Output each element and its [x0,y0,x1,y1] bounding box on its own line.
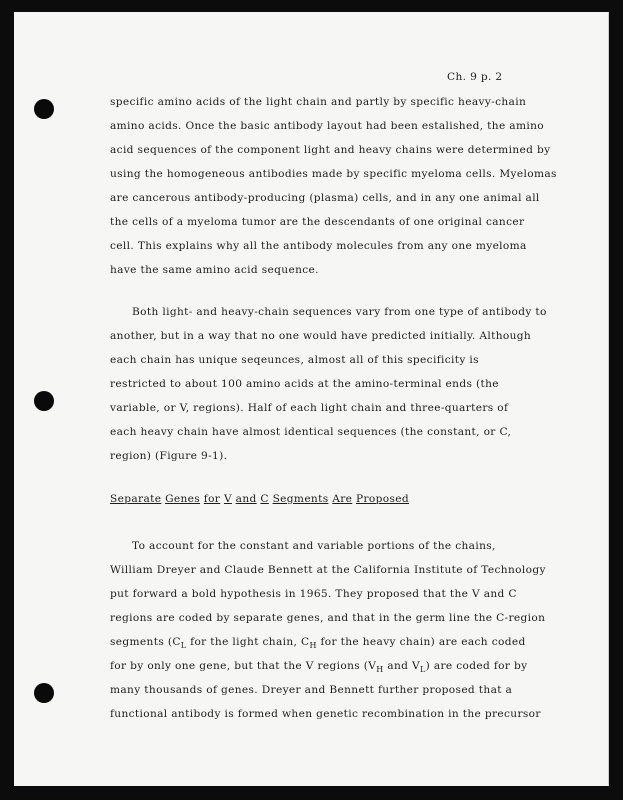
heading-word: Are [332,493,353,505]
page-header: Ch. 9 p. 2 [447,71,503,83]
text-line [110,636,526,650]
text-line: another, but in a way that no one would have predicted initially. Although [110,330,532,342]
subscript: L [419,665,426,674]
punch-hole-middle [34,391,54,411]
punch-hole-bottom [34,683,54,703]
text-line: region) (Figure 9-1). [110,450,228,462]
text-line: To account for the constant and variable portions of the chains, [132,540,496,552]
text-span: and V [383,660,420,672]
text-line: cell. This explains why all the antibody molecules from any one myeloma [110,240,527,252]
text-span: for the heavy chain) are each coded [316,636,526,648]
text-line: put forward a bold hypothesis in 1965. They proposed that the V and C [110,588,517,600]
text-line: restricted to about 100 amino acids at the amino-terminal ends (the [110,378,499,390]
text-span: ) are coded for by [425,660,528,672]
text-line: using the homogeneous antibodies made by specific myeloma cells. Myelomas [110,168,557,180]
text-line [110,660,527,674]
heading-word: Genes [165,493,201,505]
text-line: specific amino acids of the light chain and partly by specific heavy-chain [110,96,527,108]
text-line: acid sequences of the component light and heavy chains were determined by [110,144,551,156]
subscript: L [180,641,187,650]
text-line: regions are coded by separate genes, and that in the germ line the C-region [110,612,546,624]
section-heading [110,493,409,505]
heading-word: Proposed [356,493,410,505]
text-span: for by only one gene, but that the V regions (V [110,660,377,672]
text-line: Both light- and heavy-chain sequences vary from one type of antibody to [132,306,547,318]
text-line: William Dreyer and Claude Bennett at the California Institute of Technology [110,564,546,576]
heading-word: V [223,493,232,505]
text-line: have the same amino acid sequence. [110,264,319,276]
text-line: many thousands of genes. Dreyer and Bennett further proposed that a [110,684,513,696]
text-line: functional antibody is formed when genetic recombination in the precursor [110,708,541,720]
text-line: the cells of a myeloma tumor are the descendants of one original cancer [110,216,525,228]
heading-word: for [203,493,221,505]
text-line: are cancerous antibody-producing (plasma) cells, and in any one animal all [110,192,540,204]
heading-word: Separate [110,493,162,505]
heading-word: Segments [272,493,329,505]
text-span: segments (C [110,636,181,648]
subscript: H [376,665,384,674]
heading-word: C [260,493,269,505]
text-line: each heavy chain have almost identical sequences (the constant, or C, [110,426,512,438]
text-span: for the light chain, C [186,636,310,648]
text-line: each chain has unique seqeunces, almost all of this specificity is [110,354,479,366]
text-line: amino acids. Once the basic antibody layout had been estalished, the amino [110,120,544,132]
subscript: H [309,641,317,650]
punch-hole-top [34,99,54,119]
heading-word: and [235,493,257,505]
text-line: variable, or V, regions). Half of each light chain and three-quarters of [110,402,509,414]
